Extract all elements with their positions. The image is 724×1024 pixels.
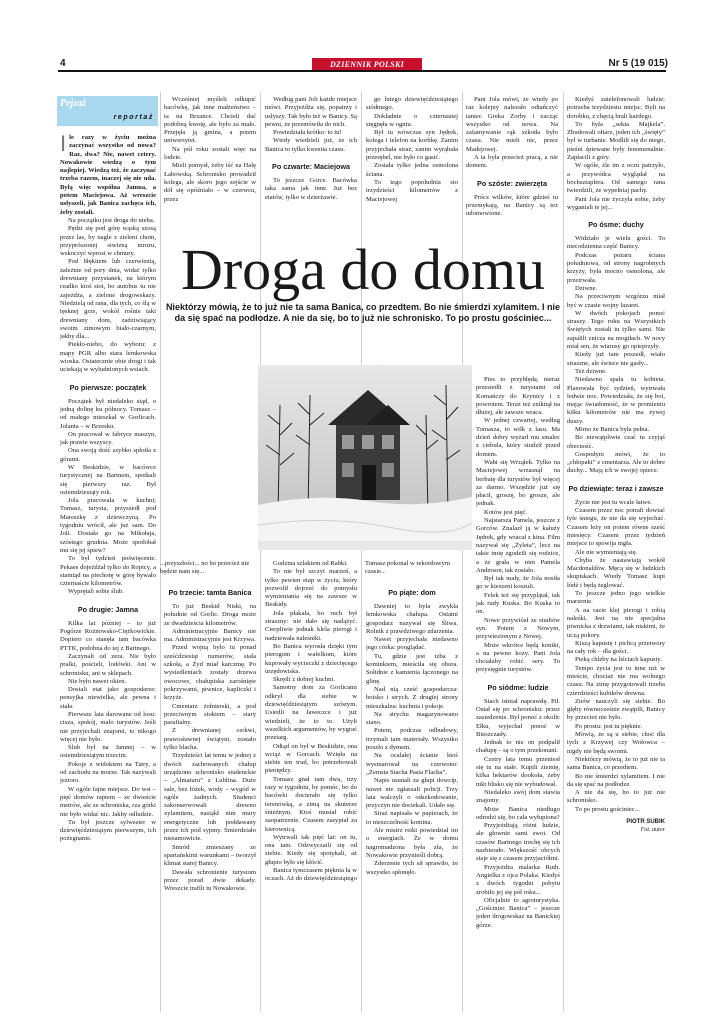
article-paragraph: Może wkrótce będą koniki, a na pewno kozy. Pani Jola chciałaby robić sery. To przysięgnie turystów. [476, 641, 560, 674]
article-paragraph: To jeszcze Gorce. Bacówka taka sama jak inne. Już bez etatów, tylko w dzierżawie. [265, 177, 357, 201]
article-paragraph: Na strychu magazynowano siano. [366, 710, 458, 727]
article-paragraph: Jola płakała, bo ruch był straszny: nie dało się nadążyć. Cierpliwie jednak klela pierogi i nadziewała naleśniki. [265, 609, 357, 642]
article-paragraph: Ślub był na Jamnej – w osiemdziesiątym trzecim. [60, 744, 156, 760]
article-paragraph: To jeszcze jedno jego wielkie marzenie. [567, 590, 665, 606]
article-paragraph: Wyprętali sobie ślub. [68, 588, 124, 596]
article-paragraph: To był tydzień poświęcenie. Pekaes dojeżdżał tylko do Ropicy, a stamtąd na piechotę w górę bywało czternaście kilometrów. [60, 555, 156, 588]
article-paragraph: On pracował w fabryce maszyn, jak prawie wszyscy. [60, 430, 156, 447]
article-paragraph: Pędzi się pod górę wąską szosą przez las, by nagle z zieleni choin, przyprószonej siwizną mrozu, wskoczyć wprost w chmury. [60, 225, 156, 258]
article-paragraph: A na razie klej pierogi i robią naleśki. Jest na nie specjalna piwnicka z drzwiami, tak niskimi, że uczą pokory. [567, 606, 665, 639]
article-paragraph: Straż napisała w papierach, że to nieszczelność komina. [366, 810, 458, 826]
article-paragraph: Wytrwali tak pięć lat: on tu, ona tam. Odzwyczaili się od siebie. Kiedy się spotykali, aż głupio było się kłócić. [265, 833, 357, 866]
article-paragraph: Nowe przywiózł ze studiów syn. Potem z Nowym, przywiezionym z Nowej. [476, 616, 560, 641]
article-paragraph: Tu, gdzie jest izba z kominkiem, mieściła się obora. Solidnie z kamienia łączonego na glinę. [366, 652, 458, 685]
house-in-winter-photo [258, 365, 472, 550]
article-paragraph: Ale nie wymieniają się. [575, 548, 638, 556]
article-paragraph: W ogóle fajne miejsce. Do wsi – pięć domów raptem – ze dwieście metrów, ale ze schroniska, rza górki nie było widać nic. Jakby odludzie. [60, 785, 156, 818]
article-paragraph: Pies to przybłęda, nieraz przesiedli z turystami od Komańczy do Krynicy i z powrotem. Teraz też zniknął na dłużej, ale zawsze wraca. [476, 376, 560, 417]
article-paragraph: Był tak mały, że Jola nosiła go w kieszeni koszuli. [476, 575, 560, 591]
article-column-1 [60, 134, 156, 1014]
article-column-4-bottom [366, 580, 458, 1014]
column-rule [361, 92, 362, 1012]
article-paragraph: Pokoje z widokiem na Tatry, a od zachodu na morze. Tak nazywali jezioro. [60, 760, 156, 785]
article-paragraph: Po prostu: jest tu pięknie. [575, 722, 643, 730]
article-paragraph: Życie nie jest tu wcale łatwe. [575, 498, 652, 506]
article-column-2-top [164, 96, 256, 236]
article-paragraph: Tu był jeszcze sylwester w dziewięćdziesiątym pierwszym, ich pożegnanie. [60, 818, 156, 843]
article-paragraph: Administracyjnie Banicy nie ma. Administracyjnie jest Krzywa. [164, 627, 256, 644]
article-paragraph: Mieli pomysł, żeby iść na Halę Łabowską. Schronisko prowadził kolega, ale skoro jego zejście w dół się opóźniało – w czerwcu, przez [164, 162, 256, 203]
author-signature: PIOTR SUBIK [626, 819, 665, 826]
article-paragraph: Potem, podczas odbudowy, trzymali tam materiały. Wszystko poszło z dymem. [366, 727, 458, 752]
article-column-4-top [366, 96, 458, 236]
article-paragraph: Kiedy już tam poszedł, wiało straszne, ale świece nie gasły... [567, 351, 665, 367]
article-paragraph: Gospodyni mówi, że to „chłopaki” z cmentarza. Ale to dobre duchy... Mają ich w swojej opiece. [567, 450, 665, 475]
section-subtitle: reportaż [113, 114, 154, 121]
article-column-3-top [265, 96, 357, 236]
article-paragraph: Dostali etat jako gospodarze: pensyjka niewielka, ale pewna i stała. [60, 686, 156, 710]
article-paragraph: Wcześniej myśleli odkupić bacówkę, jak inne małżeństwo – ta na Brzance. Chcieli dać podobną kwotę, ale było za mało. Przejęła ją gmina, a potem uniwersytet. [164, 96, 256, 145]
article-paragraph: Pani Jola mówi, że wtedy po raz kolejny nalezało odtańczyć taniec Greka Zorby i zacząć wszystko od nowa. Na zafamywanie rąk szkoda było czasu. Nie mieli nic, przez Madejowej. [466, 96, 558, 153]
article-paragraph: Może Banica niedługo odrodzi się, bo cała wyłupiona? [476, 805, 560, 821]
article-paragraph: Najstarsza Pamela, jeszcze z Gorców. Znalazł ją w kałuży Jędrek, gdy wracał z kina. Film nazywał się „Żyleta”, lecz na takie imię zgodzili się rodzice, a że grała w nim Pamela Anderson, tak zostało. [476, 517, 560, 574]
page-number: 4 [60, 58, 66, 69]
article-headline: Droga do domu [180, 237, 546, 302]
article-photo [258, 365, 472, 550]
article-paragraph: Na ocalałej ścianie ktoś wysmarował na czerwono: „Zemsta Stacha Pasta Flacha”. [366, 752, 458, 776]
article-paragraph: Felek też się przyplątał, tak jak rudy Kuska. Bo Kuska to on. [476, 591, 560, 616]
article-paragraph: Została tylko jedna osmolona ściana. [366, 162, 458, 178]
article-paragraph: Napis usunali za głupi dowcip, nawet nie zgłaszali policji. Trzy lata walczyli o odszkodowanie, przyczyn nie dociekali. Udało się. [366, 777, 458, 810]
article-paragraph: W jednej czwartej, według Tomasza, to wilk z lasu. Ma dzień dobry wyżarł mu smalec z ciebula, który studził przed domem. [476, 417, 560, 458]
masthead-logo: DZIENNIK POLSKI [312, 58, 422, 72]
subsection-heading: Po dziewiąte: teraz i zawsze [568, 483, 664, 493]
article-paragraph: Jednak to nie on podpalił chałupę – są o tym przekonani. [476, 739, 560, 755]
article-paragraph: go lutego dziewięćdziesiątego siódmego. [366, 96, 458, 112]
article-paragraph: Piekło-niebo, do wyboru: z mapy PGR albo stara lemkowska wioska. Ostatecznie obie drogi i tak uciekają w wyludnionych wsiach. [60, 341, 156, 374]
header-rule [58, 70, 666, 72]
article-paragraph: Znów nauczyli się siebie. Bo głęby równocześnie zwątpili, Banicy by przecież nie było. [567, 697, 665, 722]
article-paragraph: Podczas pożaru ściana południowa, od strony nagrobnych krzyży, była mocno osmolona, ale przetrwała. [567, 251, 665, 284]
article-paragraph: Na początku jest droga do nieba. [68, 216, 155, 224]
article-paragraph: Czetry lata temu przeniesł się tu na stałe. Kupili ziemię, kilka hektarów dookoła, żeby nikt blisko się nie wybudował. [476, 755, 560, 788]
article-column-2-bottom [164, 580, 256, 1014]
subsection-heading: Po szóste: zwierzęta [477, 178, 547, 188]
article-paragraph: Widziało je wielu gości. To niecodzienna część Banicy. [567, 235, 665, 251]
article-paragraph: Ale mistrz reiki powiedział im o energiach. Że w domu nagromadzona była zła, że Nowakowie przynieśli dobrą. [366, 827, 458, 859]
article-paragraph: Mówią, że są u siebie, choć dla tych z Krzywej czy Wołowca – nigdy nie będą swoimi. [567, 731, 665, 755]
article-paragraph: Zaczynali od zera. Nie było pralki, pościeli, lodówki. Ani w schronisku, ani w sklepach. [60, 652, 156, 677]
article-paragraph: Cmentarz żołnierski, a pod przeciwnym stokiem – stary parafialny. [164, 702, 256, 727]
article-paragraph: Przed wojną było tu ponad sześćdziesiąt numerów, stała szkoła, a Żyd miał karczmę. Po wysiedleniach zostały drzewa owocowe, chałupiska zarośnięte pokrzywami, piwnice, kapliczki i krzyże. [164, 644, 256, 702]
article-paragraph: Z drewnianej cerkwi, prawosławnej świątyni, zostało tylko blacha. [164, 727, 256, 752]
article-paragraph: Przyjeżdżają różni ludzie, ale głownie sami swoi. Od czasów Bartnego trochę się ich nazbierało. Większość obcych staje się z czasem przyjaciółmi. [476, 822, 560, 863]
subsection-heading: Po drugie: Jamna [77, 604, 139, 614]
article-paragraph: Banica tymczasem pięknia ła w oczach. Aż do dziewięćdziesiątego [265, 866, 357, 883]
article-paragraph: Dziwne. [575, 284, 598, 292]
article-paragraph: Bo nie śmierdzi xylamitem. I nie da się spać na podłodze. [567, 772, 665, 788]
article-paragraph: Początek był niedaleko stąd, o jedną dolinę ku północy. Tomasz – od małego mieszkał w Gorlicach. Jolanta – w Brzesku. [60, 397, 156, 430]
article-paragraph: Na pół roku zostali więc na lodzie. [164, 145, 256, 162]
article-paragraph: Według pani Joli każde miejsce mówi. Przyjeżdża się, popatrzy i usłyszy. Tak było też w Banicy. Są pewni, że przemówiła do nich. [265, 96, 357, 128]
article-paragraph: Niektórzy mówią, że to już nie ta sama Banica, co przedtem. [567, 755, 665, 772]
article-paragraph: Oficjalnie to agroturystyka. „Gościniec Banica” – jeszcze jeden drogowskaz na Banickiej górze. [476, 896, 560, 929]
article-paragraph: To była „sekta Majkela”. Zbudowali ołtarz, jeden ich „święty” był w turbanie. Modlili się do niego, pieśni śpiewane były fenomenalnie. Zapłacili z góry. [567, 120, 665, 162]
article-paragraph: Dawała schronienie turystom przez porad dwie dekady. Wreszcie trafili tu Nowakowie. [164, 868, 256, 893]
article-paragraph: Bo Banica wyrosła dzięki tym pierogom i wafelkom, które kupowały wycieczki z dziecięcego urzędowiska. [265, 642, 357, 675]
article-paragraph: Niedaleko swój dom stawia znajomy. [476, 788, 560, 805]
article-paragraph: Mimo że Banica była pełna. [575, 425, 650, 433]
article-paragraph: Czasem przez noc potrafi dowiać tyle śniegu, że nie da się wyjechać. Czasem leży on potem równe sześć miesięcy. Czasem przez tydzień miejsce to spowija mgła. [567, 507, 665, 548]
article-column-6 [567, 96, 665, 1014]
article-paragraph: Chyba że nastawiają wokół Macdonaldów. Męcą się w ludzkich skupiskach. Wtedy Tomasz kupi łódź i będą żeglować. [567, 556, 665, 589]
article-paragraph: W Beskidzie, w bacówce turystycznej na Bartnem, spotkali się pierwszy raz. Był osiemdziesiąty rok. [60, 463, 156, 496]
article-paragraph: Na przeciwnym wzgórzu miał być w czasie wojny lazaret. [567, 293, 665, 309]
column-rule [260, 92, 261, 1012]
article-paragraph: Kotów jest pięć. [484, 508, 528, 516]
article-paragraph: Też dziwne. [575, 367, 607, 375]
article-column-5-bottom [476, 376, 560, 1016]
section-title: Pejzaż [60, 98, 87, 109]
column-rule [462, 92, 463, 1012]
article-paragraph: Odtąd on był w Beskidzie, ona wciąż w Gorcach. Wzięła na siebie ten trud, bo potrzebowali pieniędzy. [265, 742, 357, 775]
article-paragraph: Tomasz gnał tam dwa, trzy razy w tygodniu, by pomóc, bo do bacówki docierało się tylko terenówką, a zimą na skuterze śnieżnym. Ktoś musiał robić zaopatrzenie. Czasem zasypiał za kierownicą. [265, 775, 357, 833]
article-paragraph: Tempo życia jest tu inne niż w mieście, chociaż nie ma wolnego czasu. Na zimę przygotowali trzeba czterdzieści kubików drewna. [567, 664, 665, 697]
article-paragraph: Kilka lat później – to już Pogórze Rożnowsko-Ciężkowickie. Dopiero co stanęła tam bacówka PTTK, podobna do tej z Bartnego. [60, 619, 156, 652]
subsection-heading: Po trzecie: tamta Banica [168, 588, 252, 597]
article-paragraph: Stach istniał naprawdę. Pił. Ostał się po schronisku: przez zasiedzenie. Był ponoć z okolic Ełku, wyjechał ponoć w Bieszczady. [476, 697, 560, 738]
subsection-heading: Po siódme: ludzie [487, 682, 549, 692]
article-paragraph: Pierwsze lata darowane od losu: cisza, spokój, mało turystów. Jeśli nie przyjechali znajomi, to nikogo więcej nie było. [60, 711, 156, 743]
photo-caption-right: Tomasz pokonał w rekordowym czasie... [365, 560, 451, 576]
subsection-heading: Po czwarte: Maciejowa [272, 162, 350, 172]
article-paragraph: Kiedyś zatelefonowali ludzie: potrzeba trzydziestu miejsc. Byli na dorobku, z chęcią brali każdego. [567, 96, 665, 120]
drop-cap: I [60, 134, 67, 156]
article-paragraph: Dawniej to była zwykła łemkowska chałupa. Ostatni gospodarz nazywał się Śliwa. Rolnik z prawdziwego zdarzenia. [366, 603, 458, 635]
article-paragraph: Trzydzieści lat temu w jednej z dwóch zachowanych chałup urządzono schronisko studenckie – „Almaturu” z Lublina. Duże sale, bez łóżek, wody – wygód w ogóle żadnych. Studenci zakonserwowali drewno xylamitem, nasiąkł nim mury energetyczne lub poddawany przez ich pod sypmy. Śmierdziało niesamowicie. [164, 752, 256, 843]
article-paragraph: Bo niewątpliwie czać tu czyjąś obecność. [567, 434, 665, 450]
article-paragraph: Przyjeżdża malarka Ruth. Angielka z ojca Polaka. Kiedyś z dwóch tygodni pobytu zrobiło jej się pół roku... [476, 863, 560, 896]
article-paragraph: Był tu wówczas syn Jędrek, kolega i telefon na korbkę. Zanim przyjechała straż, zanim wyrąbała przerębel, nie było co gasić. [366, 129, 458, 162]
article-paragraph: Skręili z dobrej kuchni. [273, 676, 335, 684]
article-paragraph: Kiszą kapustę i pichcą przetwory na cały rok – dla gości. [567, 639, 665, 656]
article-paragraph: Jola pracowała w kuchni; Tomasz, turysta, przyszedł pod Mareszkę z dziewczyną. Po tygodniu wrócił, ale już sam. Do Joli. Dostała go na Mikołaja, szóstego grudnia. Może spodobał mu się jej śpiew? [60, 497, 156, 554]
article-paragraph: Ona swoją dość szybko spłotła z górami. [60, 447, 156, 463]
article-paragraph: To po prostu gościniec... [575, 805, 640, 813]
article-paragraph: A nie da się, bo to już nie schronisko. [567, 789, 665, 805]
article-paragraph: To już Beskid Niski, na południe od Gorlic. Droga może ze dwadzieścia kilometrów. [164, 603, 256, 627]
photo-credit: Fot. autor [640, 827, 665, 834]
photo-caption-left: ...przyszłości... no bo przecież nie będzie nam się... [160, 560, 250, 576]
article-paragraph: Pod błękitem lub czerwienią, zależnie od pory dnia, widać tylko drewniany przystanek, na którym rzadko ktoś stoi, bo autobus tu nie zajeżdża, a zielone drogowskazy. Niedzielą od rana, dla tych, co ślą w tęsknej grze, wokół rośnie taki drewniany dom, zadziwiający swoim zimowym biało-czarnym, jakby dla... [60, 258, 156, 341]
article-paragraph: Samotny dom za Gorlicami odkrył dla siebie w dziewięćdziesiątym szóstym. Usiedli na ławeczce i już wiedzieli, że to to. Użyli wszelkich argumentów, by wygrać przetarg. [265, 684, 357, 742]
article-paragraph: Pani Jola nie życzyła sobie, żeby wyganiali te jej... [567, 195, 665, 211]
page-header [0, 0, 724, 70]
article-paragraph: Nad nią cześć gospodarcza: boisko i strych. Z drugiej strony mieszkalna: kuchnia i pokoje. [366, 685, 458, 710]
subsection-heading: Po ósme: duchy [588, 220, 644, 230]
article-paragraph: W dwóch pokojach ponoć straszy. Tego roku na Wszystkich Świętych zostali tu tylko sami. Nie zapalili znicza na mogiłach. W nocy miał sen, że wiarusy go opieprzyły. [567, 309, 665, 351]
article-paragraph: Pieką chleby na liściach kapusty. [575, 656, 662, 664]
subsection-heading: Po piąte: dom [388, 588, 436, 597]
article-paragraph: To tego popołudnia sto trzydzieści kilometrów z Maciejowej [366, 178, 458, 203]
article-paragraph: Prócz wilków, które gdzieś tu przemykają, na Banicy są też udomowione. [466, 193, 558, 218]
article-column-3-bottom [265, 560, 357, 1014]
article-paragraph: Wtedy wiedzieli już, że ich Banica to tylko kwestia czasu. [265, 137, 357, 153]
article-paragraph: Godzina szlakiem od Rabki. [273, 560, 348, 567]
column-rule [160, 92, 161, 1012]
issue-number: Nr 5 (19 015) [608, 58, 668, 69]
article-paragraph: Powiedziała krótko: to tu! [273, 129, 342, 137]
article-paragraph: Dokładnie o czternastej stęgnęła w ogniu. [366, 112, 458, 128]
article-paragraph: Nie było nawet okien. [68, 677, 127, 685]
article-lead: Niektórzy mówią, że to już nie ta sama Banica, co przedtem. Bo nie śmierdzi xylamitem. I nie da się spać na podłodze. A nie da się, bo to już nie schronisko. To po prostu gościniec... [165, 302, 561, 323]
article-paragraph: A ta była przecież pracą, a nie domem. [466, 154, 558, 170]
article-paragraph: Niedawno spała tu kobieta. Planowała być tydzień, wytrwała ledwie noc. Powiedziała, że się boi, mając świadomość, że w promieniu kilku kilometrów nie ma żywej duszy. [567, 376, 665, 425]
article-paragraph: Smród zmieszany ze spartańskimi warunkami – tworzył klimat starej Banicy. [164, 843, 256, 868]
article-paragraph: To nie był szczyt marzeń, a tylko pewien etap w życiu, który pozwolił dojrzeć do pomysłu wymieniania się na zawsze w Beskidy. [265, 568, 357, 609]
column-rule [563, 92, 564, 1012]
article-paragraph: Zderzenie tych sił sprawiło, że wszystko spłonęło. [366, 860, 458, 876]
article-paragraph: W ogóle, źle im z oczu patrzyło, a przywódca wyglądał na bochsztaplera. Od samego rana twierdzili, że wypełniaj pachy. [567, 162, 665, 195]
article-paragraph: Wabi się Wrząłek. Tylko na Maciejowej wrzasnął na berbatę dla turystów był więcej za darmo. Wszędzie już się płacił, groszę, bo grosze, ale jednak. [476, 458, 560, 508]
article-paragraph: le razy w życiu można zaczynać wszystko od nowa? Raz, dwa? Nie, nawet cztery. Nowakowie wiedzą o tym najlepiej. Wiedzą też, że zaczynać trzeba razem, inaczej się nie uda. Byłą więc wspólna Jamna, a potem Maciejowa. Aż wreszcie usłyszeli, jak Banica zachęca ich, żeby zostali. [60, 134, 156, 216]
article-paragraph: Nawet przyjechała niedawno jego córka: pooglądać. [366, 636, 458, 652]
subsection-heading: Po pierwsze: początek [69, 382, 147, 392]
article-column-5-top [466, 96, 558, 236]
